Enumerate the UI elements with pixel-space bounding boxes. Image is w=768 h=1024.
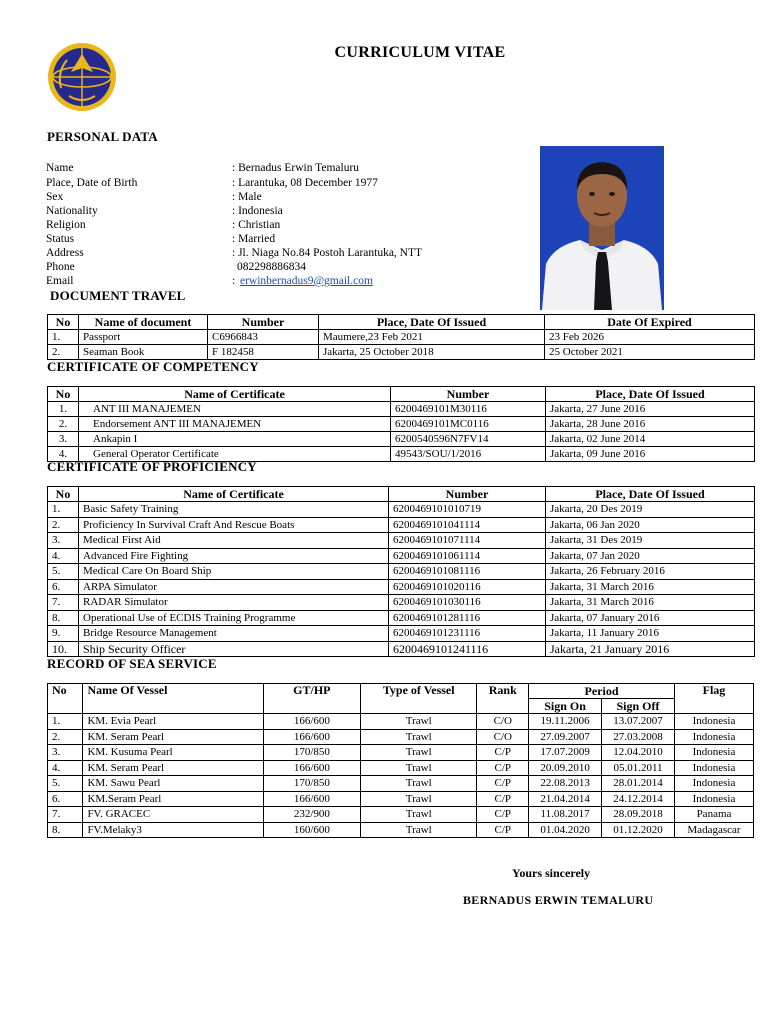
competency-table (47, 386, 755, 462)
table-cell: 6200469101M30116 (391, 402, 546, 417)
field-value: : (232, 275, 236, 287)
table-cell: 166/600 (263, 791, 360, 807)
field-value: : Married (232, 233, 276, 245)
table-cell: Indonesia (674, 760, 753, 776)
table-cell: KM. Kusuma Pearl (83, 745, 263, 761)
table-row (48, 345, 755, 360)
field-value: : Male (232, 191, 262, 203)
table-cell: Operational Use of ECDIS Training Programme (79, 610, 389, 626)
table-cell: 6200469101241116 (389, 641, 546, 657)
table-cell: Jakarta, 27 June 2016 (546, 402, 755, 417)
table-cell: Trawl (360, 714, 476, 730)
column-header: Number (208, 315, 319, 330)
table-cell: KM. Seram Pearl (83, 760, 263, 776)
table-cell: 166/600 (263, 729, 360, 745)
table-cell: KM. Sawu Pearl (83, 776, 263, 792)
table-cell: Bridge Resource Management (79, 626, 389, 642)
table-header-row (48, 315, 755, 330)
table-cell: Seaman Book (79, 345, 208, 360)
field-value: : Jl. Niaga No.84 Postoh Larantuka, NTT (232, 247, 423, 259)
table-cell: 4. (48, 447, 79, 462)
table-cell: Trawl (360, 745, 476, 761)
table-cell: 3. (48, 432, 79, 447)
table-row (48, 533, 755, 549)
table-cell: Passport (79, 330, 208, 345)
table-cell: 12.04.2010 (602, 745, 675, 761)
table-cell: 9. (48, 626, 79, 642)
column-header: Name of Certificate (79, 487, 389, 502)
table-cell: 01.12.2020 (602, 822, 675, 838)
table-cell: 23 Feb 2026 (545, 330, 755, 345)
table-cell: Proficiency In Survival Craft And Rescue Boats (79, 517, 389, 533)
personal-data-heading: PERSONAL DATA (47, 129, 158, 144)
table-cell: 6200469101061114 (389, 548, 546, 564)
table-cell: Indonesia (674, 776, 753, 792)
field-label: Religion (46, 219, 86, 231)
table-header-row (48, 487, 755, 502)
table-cell: Jakarta, 07 January 2016 (546, 610, 755, 626)
column-header: No (48, 684, 83, 714)
table-cell: Jakarta, 31 March 2016 (546, 595, 755, 611)
column-header: Type of Vessel (360, 684, 476, 714)
column-header: Place, Date Of Issued (319, 315, 545, 330)
table-cell: 8. (48, 610, 79, 626)
table-cell: FV. GRACEC (83, 807, 263, 823)
field-value: : Indonesia (232, 205, 283, 217)
table-row (48, 502, 755, 518)
table-cell: 2. (48, 345, 79, 360)
table-cell: 3. (48, 745, 83, 761)
table-cell: 21.04.2014 (529, 791, 602, 807)
table-cell: Jakarta, 02 June 2014 (546, 432, 755, 447)
table-cell: Jakarta, 25 October 2018 (319, 345, 545, 360)
table-cell: 24.12.2014 (602, 791, 675, 807)
table-cell: 6200540596N7FV14 (391, 432, 546, 447)
field-label: Address (46, 247, 84, 259)
table-cell: KM. Seram Pearl (83, 729, 263, 745)
table-cell: 1. (48, 714, 83, 730)
table-cell: RADAR Simulator (79, 595, 389, 611)
table-row (48, 791, 754, 807)
field-label: Status (46, 233, 75, 245)
table-row (48, 402, 755, 417)
email-link[interactable]: erwinbernadus9@gmail.com (240, 275, 373, 287)
table-cell: 6200469101071114 (389, 533, 546, 549)
column-header: Date Of Expired (545, 315, 755, 330)
table-row (48, 548, 755, 564)
table-cell: 1. (48, 402, 79, 417)
table-row (48, 822, 754, 838)
column-header: Name of Certificate (79, 387, 391, 402)
table-cell: 22.08.2013 (529, 776, 602, 792)
field-label: Nationality (46, 205, 98, 217)
table-cell: C/P (477, 807, 529, 823)
table-header-row (48, 684, 754, 699)
table-row (48, 517, 755, 533)
closing-text: Yours sincerely (512, 866, 591, 880)
table-cell: 1. (48, 330, 79, 345)
table-cell: Indonesia (674, 729, 753, 745)
table-cell: 13.07.2007 (602, 714, 675, 730)
column-header: Number (389, 487, 546, 502)
table-cell: Jakarta, 26 February 2016 (546, 564, 755, 580)
table-cell: 11.08.2017 (529, 807, 602, 823)
table-header-row (48, 387, 755, 402)
table-cell: 232/900 (263, 807, 360, 823)
table-cell: 17.07.2009 (529, 745, 602, 761)
table-cell: 166/600 (263, 714, 360, 730)
column-header: Name of document (79, 315, 208, 330)
table-cell: Trawl (360, 776, 476, 792)
table-cell: 6. (48, 579, 79, 595)
table-cell: F 182458 (208, 345, 319, 360)
column-header: Flag (674, 684, 753, 714)
table-row (48, 626, 755, 642)
table-cell: 27.03.2008 (602, 729, 675, 745)
table-cell: Basic Safety Training (79, 502, 389, 518)
column-header: GT/HP (263, 684, 360, 714)
sea-service-table (47, 683, 754, 838)
table-cell: Medical Care On Board Ship (79, 564, 389, 580)
table-cell: 170/850 (263, 745, 360, 761)
table-cell: 6. (48, 791, 83, 807)
profile-photo (540, 146, 664, 310)
field-value: : Christian (232, 219, 281, 231)
table-row (48, 641, 755, 657)
table-cell: Ankapin I (79, 432, 391, 447)
column-header: Number (391, 387, 546, 402)
table-cell: 6200469101020116 (389, 579, 546, 595)
table-cell: 6200469101030116 (389, 595, 546, 611)
field-value: : Larantuka, 08 December 1977 (232, 177, 378, 189)
table-row (48, 776, 754, 792)
table-cell: 2. (48, 417, 79, 432)
table-cell: 49543/SOU/1/2016 (391, 447, 546, 462)
field-label: Name (46, 162, 74, 174)
table-cell: 05.01.2011 (602, 760, 675, 776)
table-cell: 4. (48, 760, 83, 776)
table-cell: 6200469101MC0116 (391, 417, 546, 432)
table-cell: 5. (48, 776, 83, 792)
table-cell: General Operator Certificate (79, 447, 391, 462)
field-label: Phone (46, 261, 75, 273)
table-cell: KM. Evia Pearl (83, 714, 263, 730)
table-row (48, 610, 755, 626)
table-cell: 2. (48, 517, 79, 533)
table-cell: 28.09.2018 (602, 807, 675, 823)
table-row (48, 579, 755, 595)
table-row (48, 807, 754, 823)
table-cell: 6200469101281116 (389, 610, 546, 626)
table-cell: 4. (48, 548, 79, 564)
table-cell: 5. (48, 564, 79, 580)
table-cell: ANT III MANAJEMEN (79, 402, 391, 417)
table-cell: Trawl (360, 791, 476, 807)
table-cell: 19.11.2006 (529, 714, 602, 730)
column-header: Sign On (529, 699, 602, 714)
table-cell: Jakarta, 07 Jan 2020 (546, 548, 755, 564)
table-cell: 25 October 2021 (545, 345, 755, 360)
table-cell: 7. (48, 807, 83, 823)
table-cell: Jakarta, 21 January 2016 (546, 641, 755, 657)
table-cell: 160/600 (263, 822, 360, 838)
table-cell: C/P (477, 776, 529, 792)
table-row (48, 595, 755, 611)
document-title: CURRICULUM VITAE (334, 44, 506, 61)
table-cell: 170/850 (263, 776, 360, 792)
table-cell: Jakarta, 20 Des 2019 (546, 502, 755, 518)
table-cell: C/P (477, 745, 529, 761)
table-cell: 1. (48, 502, 79, 518)
table-cell: FV.Melaky3 (83, 822, 263, 838)
proficiency-heading: CERTIFICATE OF PROFICIENCY (47, 459, 257, 474)
table-cell: Medical First Aid (79, 533, 389, 549)
table-cell: Indonesia (674, 714, 753, 730)
table-cell: Panama (674, 807, 753, 823)
table-cell: Jakarta, 11 January 2016 (546, 626, 755, 642)
table-cell: Jakarta, 06 Jan 2020 (546, 517, 755, 533)
table-cell: 27.09.2007 (529, 729, 602, 745)
column-header: Name Of Vessel (83, 684, 263, 714)
competency-heading: CERTIFICATE OF COMPETENCY (47, 359, 259, 374)
document-travel-heading: DOCUMENT TRAVEL (50, 288, 186, 303)
table-cell: Jakarta, 31 Des 2019 (546, 533, 755, 549)
table-cell: Indonesia (674, 791, 753, 807)
table-cell: 8. (48, 822, 83, 838)
proficiency-table (47, 486, 755, 657)
table-cell: C/P (477, 760, 529, 776)
table-cell: Madagascar (674, 822, 753, 838)
column-header: Sign Off (602, 699, 675, 714)
table-row (48, 714, 754, 730)
field-value: : Bernadus Erwin Temaluru (232, 162, 360, 174)
field-label: Sex (46, 191, 64, 203)
table-cell: Trawl (360, 729, 476, 745)
table-cell: Trawl (360, 760, 476, 776)
table-cell: C/O (477, 729, 529, 745)
table-row (48, 760, 754, 776)
table-row (48, 432, 755, 447)
table-cell: Maumere,23 Feb 2021 (319, 330, 545, 345)
table-cell: 10. (48, 641, 79, 657)
table-cell: Advanced Fire Fighting (79, 548, 389, 564)
table-cell: Trawl (360, 822, 476, 838)
table-cell: Ship Security Officer (79, 641, 389, 657)
table-cell: Trawl (360, 807, 476, 823)
table-cell: 7. (48, 595, 79, 611)
table-row (48, 417, 755, 432)
column-header: Rank (477, 684, 529, 714)
table-cell: 2. (48, 729, 83, 745)
table-cell: KM.Seram Pearl (83, 791, 263, 807)
table-cell: 6200469101081116 (389, 564, 546, 580)
table-cell: Indonesia (674, 745, 753, 761)
table-row (48, 745, 754, 761)
table-cell: C/P (477, 791, 529, 807)
table-cell: C/O (477, 714, 529, 730)
column-header: Period (529, 684, 675, 699)
table-cell: 6200469101041114 (389, 517, 546, 533)
field-label: Email (46, 275, 74, 287)
table-cell: 20.09.2010 (529, 760, 602, 776)
document-travel-table (47, 314, 755, 360)
table-cell: ARPA Simulator (79, 579, 389, 595)
table-cell: 6200469101231116 (389, 626, 546, 642)
sea-service-heading: RECORD OF SEA SERVICE (47, 656, 217, 671)
table-cell: 6200469101010719 (389, 502, 546, 518)
column-header: No (48, 487, 79, 502)
table-cell: Endorsement ANT III MANAJEMEN (79, 417, 391, 432)
field-label: Place, Date of Birth (46, 177, 138, 189)
table-cell: 28.01.2014 (602, 776, 675, 792)
column-header: No (48, 315, 79, 330)
table-row (48, 564, 755, 580)
table-cell: Jakarta, 31 March 2016 (546, 579, 755, 595)
table-cell: 166/600 (263, 760, 360, 776)
table-cell: C6966843 (208, 330, 319, 345)
table-cell: C/P (477, 822, 529, 838)
column-header: No (48, 387, 79, 402)
table-cell: Jakarta, 09 June 2016 (546, 447, 755, 462)
signatory-name: BERNADUS ERWIN TEMALURU (463, 893, 654, 907)
table-row (48, 330, 755, 345)
field-value: 082298886834 (237, 261, 306, 273)
table-cell: 3. (48, 533, 79, 549)
column-header: Place, Date Of Issued (546, 487, 755, 502)
table-row (48, 729, 754, 745)
table-cell: 01.04.2020 (529, 822, 602, 838)
column-header: Place, Date Of Issued (546, 387, 755, 402)
table-cell: Jakarta, 28 June 2016 (546, 417, 755, 432)
